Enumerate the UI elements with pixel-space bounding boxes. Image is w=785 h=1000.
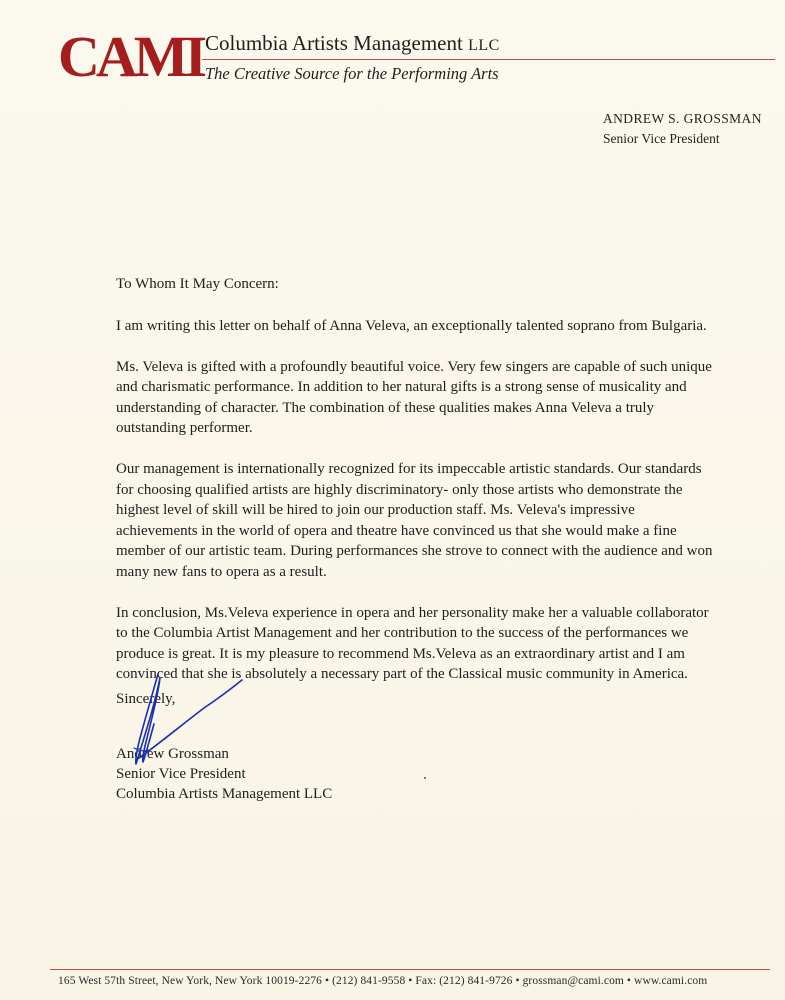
signature-title: Senior Vice President xyxy=(116,766,246,782)
paragraph-2: Ms. Veleva is gifted with a profoundly beautiful voice. Very few singers are capable of such unique and charismatic performance. In addition to her natural gifts is a strong sense of musicality and understanding of character. The combination of these qualities makes Anna Veleva a truly outstanding performer. xyxy=(116,358,712,436)
handwritten-signature xyxy=(124,668,254,768)
paragraph-1: I am writing this letter on behalf of Anna Veleva, an exceptionally talented soprano from Bulgaria. xyxy=(116,317,707,334)
company-name xyxy=(205,31,500,56)
sender-title: Senior Vice President xyxy=(603,131,720,146)
header-divider xyxy=(202,59,775,60)
paper-speck xyxy=(424,777,426,779)
signature-company: Columbia Artists Management LLC xyxy=(116,786,333,802)
letter-body xyxy=(116,274,716,705)
signature-name: Andrew Grossman xyxy=(116,746,229,762)
cami-logo: CAMI xyxy=(58,24,204,89)
closing: Sincerely, xyxy=(116,691,176,707)
footer-contact: 165 West 57th Street, New York, New York 10019-2276 • (212) 841-9558 • Fax: (212) 841-9726 • grossman@cami.com • www.cami.com xyxy=(58,975,708,987)
footer-divider xyxy=(50,969,770,970)
company-suffix: LLC xyxy=(468,37,500,54)
company-tagline: The Creative Source for the Performing Arts xyxy=(205,64,499,83)
sender-name: ANDREW S. GROSSMAN xyxy=(603,111,762,126)
company-name-text: Columbia Artists Management xyxy=(205,31,463,55)
sender-block xyxy=(603,109,762,149)
salutation: To Whom It May Concern: xyxy=(116,276,279,292)
paragraph-3: Our management is internationally recognized for its impeccable artistic standards. Our standards for choosing qualified artists are highly discriminatory- only those artists who demonstrate the highest level of skill will be hired to join our production staff. Ms. Veleva's impressive achievements in the world of opera and theatre have convinced us that she would make a fine member of our artistic team. During performances she strove to connect with the audience and won many new fans to opera as a result. xyxy=(116,461,713,580)
paragraph-4: In conclusion, Ms.Veleva experience in opera and her personality make her a valuable collaborator to the Columbia Artist Management and her contribution to the success of the performances we produce is great. It is my pleasure to recommend Ms.Veleva as an extraordinary artist and I am convinced that she is absolutely a necessary part of the Classical music community in America. xyxy=(116,604,709,682)
